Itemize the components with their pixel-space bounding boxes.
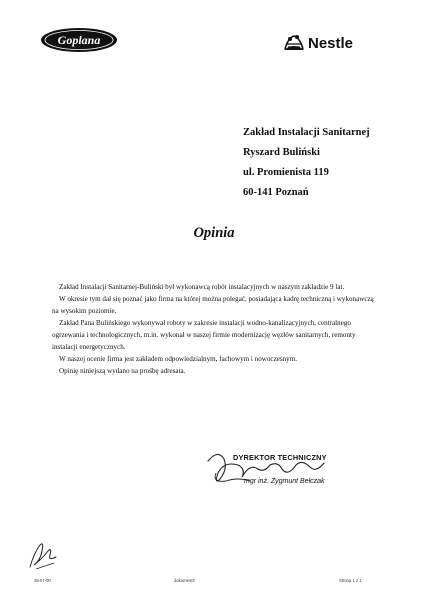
footer-date: 25-07-00 [34, 578, 51, 583]
goplana-logo [40, 27, 118, 53]
footer-document-name: dokument3 [174, 578, 195, 583]
handwritten-signature [198, 443, 333, 493]
footer-page-number: Strona 1 z 1 [339, 578, 362, 583]
nestle-logo-text: Nestle [308, 35, 354, 52]
recipient-address [243, 123, 370, 203]
document-title: Opinia [193, 225, 235, 241]
signatory-title: DYREKTOR TECHNICZNY [233, 453, 327, 462]
goplana-logo-text: Goplana [57, 33, 101, 47]
nestle-nest-icon [284, 35, 304, 50]
body-paragraph: W naszej ocenie firma jest zakładem odpowiedzialnym, fachowym i nowoczesnym. [59, 355, 298, 363]
address-city: 60-141 Poznań [243, 187, 309, 198]
nestle-logo [282, 30, 377, 54]
address-owner: Ryszard Buliński [243, 147, 320, 158]
address-street: ul. Promienista 119 [243, 167, 329, 178]
body-paragraph: Zakład Instalacji Sanitarnej-Buliński był wykonawcą robót instalacyjnych w naszym zakładzie 9 lat. [59, 283, 345, 291]
document-body [52, 281, 382, 377]
body-paragraph: Opinię niniejszą wydano na prośbę adresata. [59, 367, 186, 375]
handwritten-initials [24, 533, 64, 573]
signatory-name: mgr inż. Zygmunt Bełczak [244, 478, 325, 485]
body-paragraph: Zakład Pana Bulińskiego wykonywał roboty w zakresie instalacji wodno-kanalizacyjnych, centralnego ogrzewania i technologicznych, m.in. wykonał w naszej firmie modernizację węzłów sanitarnych, remonty instalacji energetycznych. [52, 319, 356, 351]
address-company: Zakład Instalacji Sanitarnej [243, 127, 370, 138]
body-paragraph: W okresie tym dał się poznać jako firma na której można polegać, posiadająca kadrę techniczną i wykonawczą na wysokim poziomie. [52, 295, 374, 315]
